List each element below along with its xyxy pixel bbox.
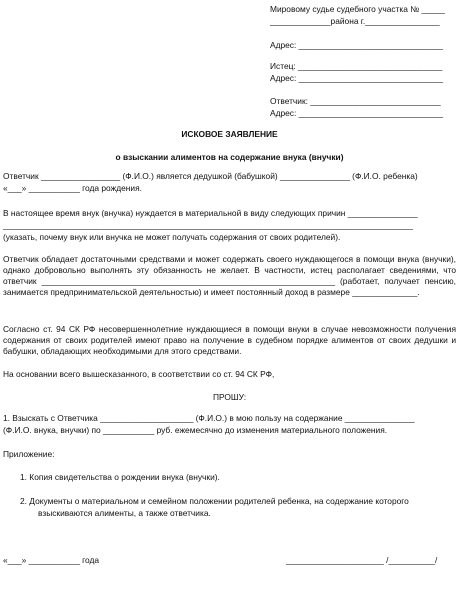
paragraph-3: Ответчик обладает достаточными средствами и может содержать своего нуждающегося в помощи внука (внучки), однако добровольно выполнять эту обязанность не желает. В частности, истец располагает сведениями, что ответчик _______________________________________________________________ (работает, получает пенсию, занимается предпринимательской деятельностью) и имеет постоянный доход в размере ______________. (3, 254, 456, 297)
appendix-item-2-line-2: взыскиваются алименты, а также ответчика. (38, 508, 211, 518)
appendix-item-2-line-1: 2. Документы о материальном и семейном положении родителей ребенка, на содержание которого (20, 496, 409, 506)
paragraph-1-line-1: Ответчик _________________ (Ф.И.О.) является дедушкой (бабушкой) _______________ (Ф.И.О. ребенка) (3, 171, 418, 181)
defendant-line: Ответчик: ____________________________ (270, 96, 441, 106)
appendix-heading: Приложение: (3, 449, 55, 459)
request-item-1-line-2: (Ф.И.О. внука, внучки) по ___________ руб. ежемесячно до изменения материального положения. (3, 425, 388, 435)
footer-date: «___» ___________ года (3, 555, 100, 565)
district-line: _____________района г.________________ (270, 16, 440, 26)
footer-signature: _____________________ /__________/ (286, 555, 438, 565)
document-subtitle: о взыскании алиментов на содержание внука (внучки) (115, 152, 344, 162)
request-heading: ПРОШУ: (212, 392, 247, 402)
paragraph-2-line-1: В настоящее время внук (внучка) нуждается в материальной в виду следующих причин _______________ (3, 208, 418, 218)
request-item-1-line-1: 1. Взыскать с Ответчика ____________________ (Ф.И.О.) в мою пользу на содержание _______________ (3, 413, 415, 423)
paragraph-1-line-2: «___» ___________ года рождения. (3, 183, 142, 193)
document-title: ИСКОВОЕ ЗАЯВЛЕНИЕ (181, 129, 278, 139)
appendix-item-1: 1. Копия свидетельства о рождении внука (внучки). (20, 472, 220, 482)
paragraph-4: Согласно ст. 94 СК РФ несовершеннолетние нуждающиеся в помощи внуки в случае невозможности получения содержания от своих родителей имеют право на получение в судебном порядке алиментов от своих дедушки и бабушки, обладающих необходимыми для этого средствами. (3, 324, 456, 356)
plaintiff-line: Истец: _______________________________ (270, 61, 443, 71)
paragraph-5: На основании всего вышесказанного, в соответствии со ст. 94 СК РФ, (3, 369, 275, 379)
court-line: Мировому судье судебного участка № _____ (270, 4, 445, 14)
paragraph-2-line-2: ________________________________________________________________________________________ (3, 220, 413, 230)
defendant-address-line: Адрес: _______________________________ (270, 108, 444, 118)
court-address-line: Адрес: _______________________________ (270, 40, 444, 50)
paragraph-2-line-3: (указать, почему внук или внучка не может получать содержания от своих родителей). (3, 232, 341, 242)
plaintiff-address-line: Адрес: _______________________________ (270, 73, 444, 83)
